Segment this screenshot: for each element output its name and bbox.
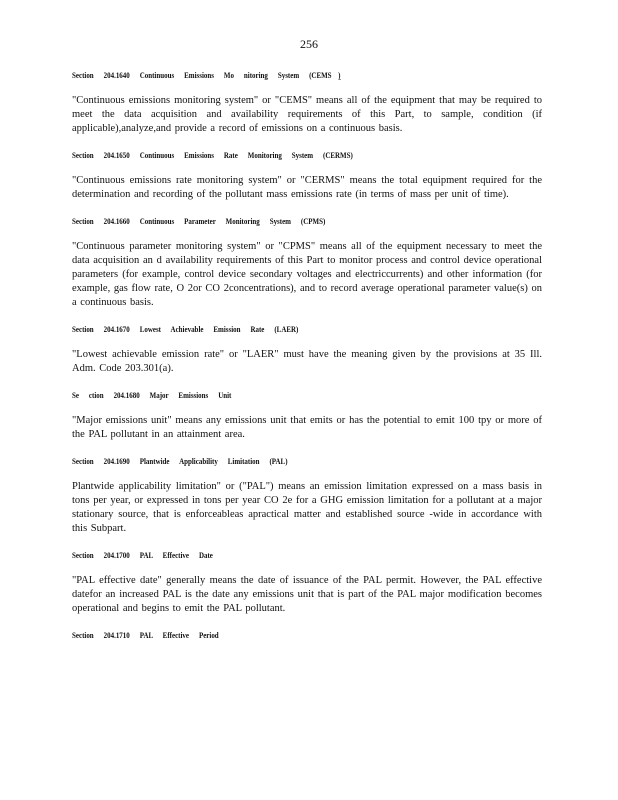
section-204-1670	[72, 322, 542, 376]
section-204-1690	[72, 454, 542, 536]
section-heading: Section 204.1700 PAL Effective Date	[72, 550, 213, 560]
definition-text: "Lowest achievable emission rate" or "LAER" must have the meaning given by the provisions at 35 Ill. Adm. Code 203.301(a).	[72, 349, 542, 374]
definition-text: Plantwide applicability limitation" or ("PAL") means an emission limitation expressed on a mass basis in tons per year, or expressed in tons per year CO 2e for a GHG emission limitation for a pollutant at a major stationary source, that is enforceableas apractical matter and established source -wide in accordance with this Subpart.	[72, 481, 542, 534]
definition-text: "Continuous emissions rate monitoring system" or "CERMS" means the total equipment required for the determination and recording of the pollutant mass emissions rate (in terms of mass per unit of time).	[72, 175, 542, 200]
section-204-1710	[72, 628, 542, 642]
section-heading: Section 204.1660 Continuous Parameter Monitoring System (CPMS)	[72, 216, 326, 226]
section-heading: Section 204.1690 Plantwide Applicability Limitation (PAL)	[72, 456, 288, 466]
section-heading-text: Section 204.1640 Continuous Emissions Mo nitoring System (CEMS	[72, 70, 332, 80]
section-204-1700	[72, 548, 542, 616]
definition-text: "Continuous parameter monitoring system" or "CPMS" means all of the equipment necessary to meet the data acquisition an d availability requirements of this Part to monitor process and control device operational parameters (for example, control device secondary voltages and electriccurrents) and other information (for example, gas flow rate, O 2or CO 2concentrations), and to record average operational parameter value(s) on a continuous basis.	[72, 241, 542, 308]
document-body	[72, 68, 542, 642]
section-heading: Section 204.1670 Lowest Achievable Emission Rate (LAER)	[72, 324, 299, 334]
section-heading	[72, 68, 457, 82]
section-heading: Se ction 204.1680 Major Emissions Unit	[72, 390, 232, 400]
page-number: 256	[300, 37, 318, 51]
section-204-1650	[72, 148, 542, 202]
section-heading: Section 204.1710 PAL Effective Period	[72, 630, 219, 640]
definition-text: "Continuous emissions monitoring system" or "CEMS" means all of the equipment that may be required to meet the data acquisition and availability requirements of this Part, to sample, condition (if applicable),analyze,and provide a record of emissions on a continuous basis.	[72, 95, 542, 134]
section-204-1640	[72, 68, 542, 136]
definition-text: "PAL effective date" generally means the date of issuance of the PAL permit. However, the PAL effective datefor an increased PAL is the date any emissions unit that is part of the PAL major modification becomes operational and begins to emit the PAL pollutant.	[72, 575, 542, 614]
section-heading-mark: )	[338, 70, 341, 80]
section-heading: Section 204.1650 Continuous Emissions Rate Monitoring System (CERMS)	[72, 150, 353, 160]
definition-text: "Major emissions unit" means any emissions unit that emits or has the potential to emit 100 tpy or more of the PAL pollutant in an attainment area.	[72, 415, 542, 440]
section-204-1680	[72, 388, 542, 442]
section-204-1660	[72, 214, 542, 310]
